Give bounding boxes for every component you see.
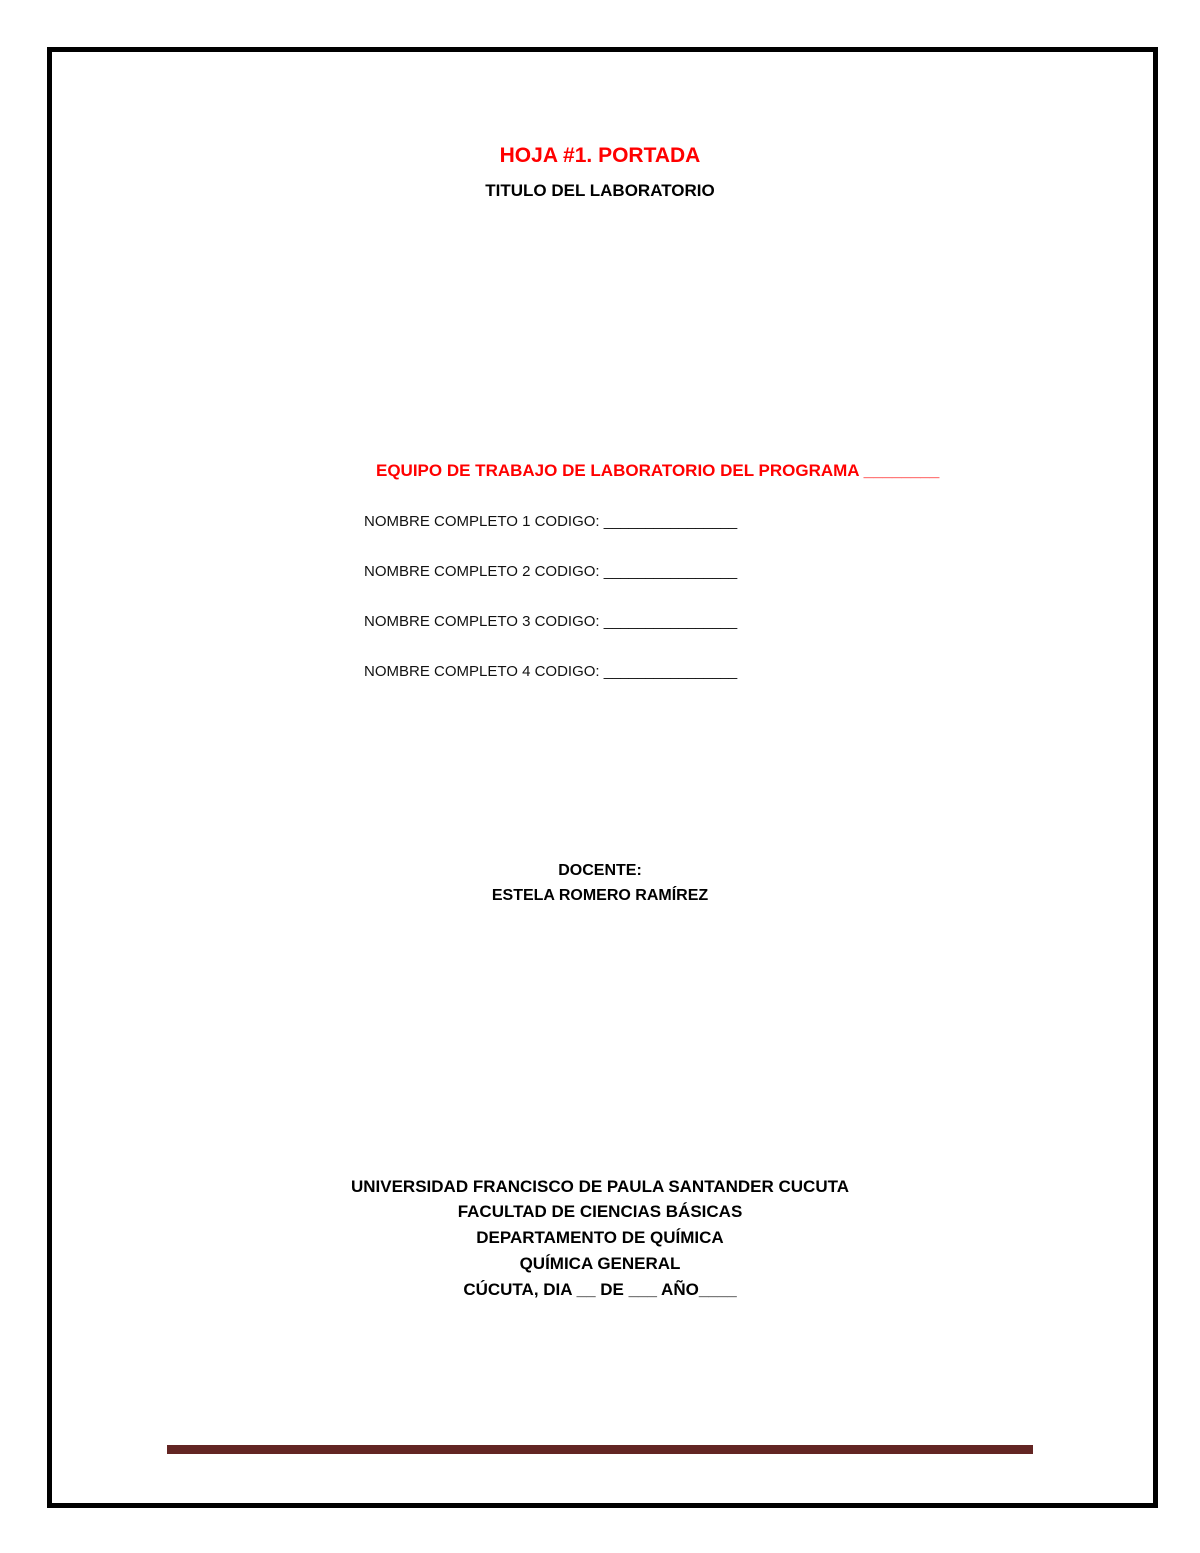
team-member-line: NOMBRE COMPLETO 2 CODIGO: ________________ <box>364 563 738 580</box>
course-name: QUÍMICA GENERAL <box>519 1254 681 1273</box>
footer-divider <box>167 1445 1033 1454</box>
university-name: UNIVERSIDAD FRANCISCO DE PAULA SANTANDER CUCUTA <box>350 1177 850 1196</box>
teacher-label: DOCENTE: <box>558 862 642 879</box>
faculty-name: FACULTAD DE CIENCIAS BÁSICAS <box>457 1202 743 1221</box>
date-line: CÚCUTA, DIA __ DE ___ AÑO____ <box>463 1280 737 1299</box>
department-name: DEPARTAMENTO DE QUÍMICA <box>476 1228 724 1247</box>
team-member-line: NOMBRE COMPLETO 3 CODIGO: ________________ <box>364 613 738 630</box>
page-title: HOJA #1. PORTADA <box>499 144 701 167</box>
team-member-line: NOMBRE COMPLETO 1 CODIGO: ________________ <box>364 513 738 530</box>
lab-title-placeholder: TITULO DEL LABORATORIO <box>485 181 715 200</box>
team-heading: EQUIPO DE TRABAJO DE LABORATORIO DEL PROGRAMA ________ <box>376 461 940 480</box>
teacher-name: ESTELA ROMERO RAMÍREZ <box>491 887 709 904</box>
team-member-line: NOMBRE COMPLETO 4 CODIGO: ________________ <box>364 663 738 680</box>
